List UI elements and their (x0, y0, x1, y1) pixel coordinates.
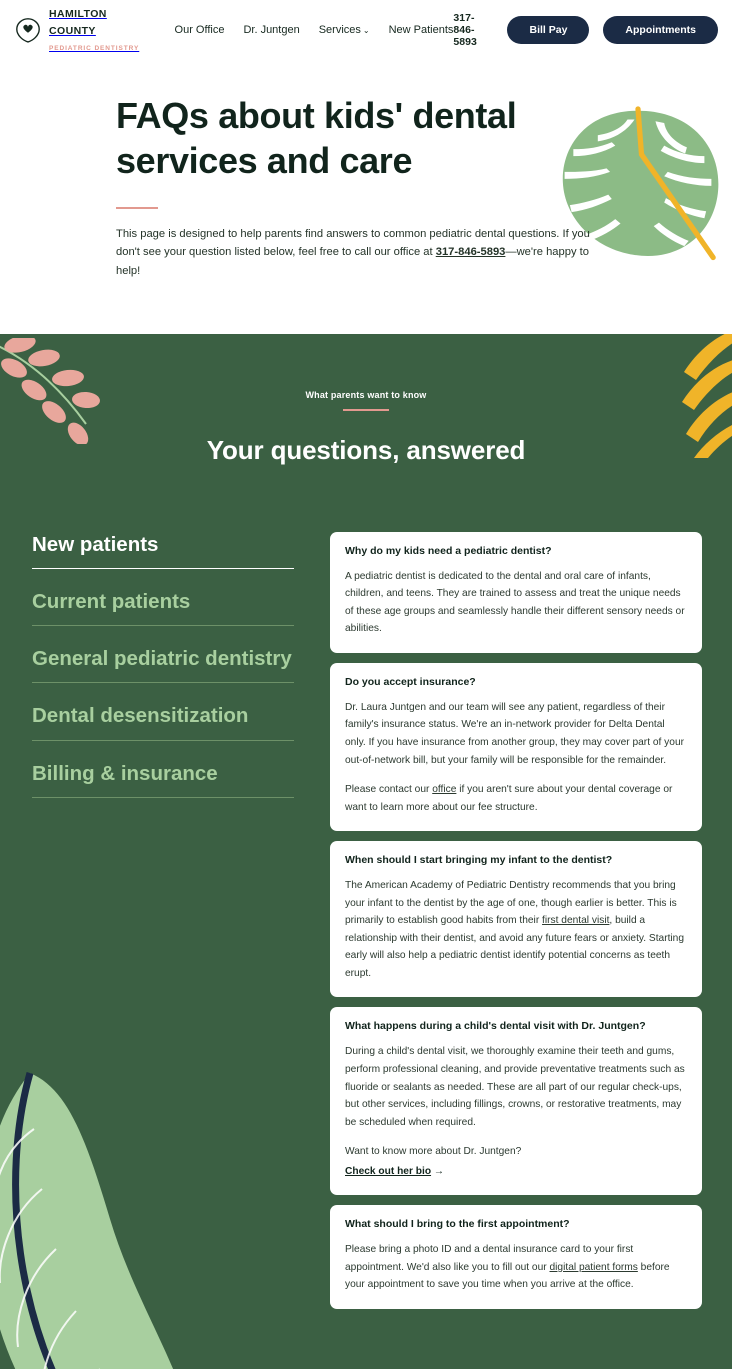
faq-category-billing-insurance[interactable]: Billing & insurance (32, 761, 294, 798)
nav-item-dr-juntgen[interactable]: Dr. Juntgen (243, 24, 300, 36)
faq-item[interactable] (330, 1205, 702, 1309)
faq-answer-secondary: Want to know more about Dr. Juntgen? (345, 1146, 522, 1158)
site-header (0, 0, 732, 60)
faq-category-general-pediatric-dentistry[interactable]: General pediatric dentistry (32, 646, 294, 683)
faq-item[interactable] (330, 532, 702, 653)
nav-item-services[interactable] (319, 24, 370, 36)
first-dental-visit-link[interactable]: first dental visit (542, 915, 610, 927)
faq-category-dental-desensitization[interactable]: Dental desensitization (32, 703, 294, 740)
faq-question: When should I start bringing my infant to the dentist? (345, 854, 613, 867)
logo-secondary-text: PEDIATRIC DENTISTRY (49, 45, 140, 53)
logo[interactable] (14, 5, 145, 55)
faq-section (0, 334, 732, 1369)
logo-primary-text: HAMILTON COUNTY (49, 7, 107, 37)
arrow-right-icon: → (433, 1165, 445, 1177)
eyebrow-divider (343, 409, 389, 411)
faq-answer-secondary: Please contact our office if you aren't sure about your dental coverage or want to learn more about our fee structure. (345, 784, 673, 813)
faq-columns (0, 532, 732, 1309)
header-actions (453, 12, 718, 48)
bill-pay-button[interactable]: Bill Pay (507, 16, 589, 44)
nav-item-new-patients[interactable]: New Patients (388, 24, 454, 36)
nav-item-services-label: Services (318, 24, 361, 36)
faq-question: Why do my kids need a pediatric dentist? (345, 544, 552, 557)
section-eyebrow: What parents want to know (305, 389, 427, 400)
bio-link[interactable]: Check out her bio (345, 1165, 432, 1177)
faq-answer: Dr. Laura Juntgen and our team will see any patient, regardless of their family's insurance status. We're an in-network provider for Delta Dental only. If you have insurance from another group, they may cover part of your out-of-network bill, but your family will be responsible for the remainder. (345, 701, 685, 766)
faq-answer: Please bring a photo ID and a dental insurance card to your first appointment. We'd also like you to fill out our digital patient forms before your appointment to save you time when you arrive at the office. (345, 1244, 670, 1291)
faq-answer: A pediatric dentist is dedicated to the dental and oral care of infants, children, and teens. They are trained to assess and treat the unique needs of these age groups and seamlessly handle their different sensory needs or abilities. (345, 570, 685, 635)
office-link[interactable]: office (432, 784, 457, 796)
appointments-button[interactable]: Appointments (603, 16, 718, 44)
title-divider (116, 207, 158, 209)
chevron-down-icon: ⌄ (362, 26, 370, 35)
nav-item-our-office[interactable]: Our Office (174, 24, 225, 36)
hero-intro-before: This page is designed to help parents find answers to common pediatric dental questions. If you don't see your question listed below, feel free to call our office at (116, 228, 590, 259)
faq-question: What happens during a child's dental visit with Dr. Juntgen? (345, 1020, 646, 1033)
page-title: FAQs about kids' dental services and care (116, 95, 517, 181)
faq-cta[interactable] (345, 1163, 687, 1181)
hero-phone-link[interactable]: 317-846-5893 (435, 246, 506, 259)
faq-question: What should I bring to the first appointment? (345, 1218, 570, 1231)
section-heading: Your questions, answered (206, 434, 526, 465)
header-phone-link[interactable]: 317-846-5893 (453, 12, 477, 48)
main-nav (175, 24, 454, 36)
faq-question: Do you accept insurance? (345, 675, 476, 688)
faq-category-new-patients[interactable]: New patients (32, 532, 294, 569)
faq-item[interactable] (330, 663, 702, 831)
faq-list (330, 532, 702, 1309)
faq-item[interactable] (330, 1007, 702, 1195)
faq-item[interactable] (330, 841, 702, 997)
hero-intro-after: —we're happy to help! (116, 246, 590, 277)
faq-answer: The American Academy of Pediatric Dentistry recommends that you bring your infant to the dentist by the age of one, though earlier is better. This is primarily to establish good habits from their first dental visit, build a relationship with their dentist, and avoid any future fears or anxiety. Starting early will also help a pediatric dentist identify potential concerns as teeth erupt. (345, 880, 685, 979)
faq-category-current-patients[interactable]: Current patients (32, 589, 294, 626)
faq-category-list (30, 532, 330, 1309)
faq-answer: During a child's dental visit, we thoroughly examine their teeth and gums, perform professional cleaning, and provide preventative treatments such as fluoride or sealants as needed. These are all part of our regular check-ups, but other services, including fillings, crowns, or restorative treatments, may be scheduled when required. (345, 1046, 685, 1128)
tooth-heart-icon (14, 16, 42, 44)
hero-intro-text (116, 225, 596, 279)
digital-patient-forms-link[interactable]: digital patient forms (549, 1261, 638, 1273)
hero-section (0, 60, 732, 334)
